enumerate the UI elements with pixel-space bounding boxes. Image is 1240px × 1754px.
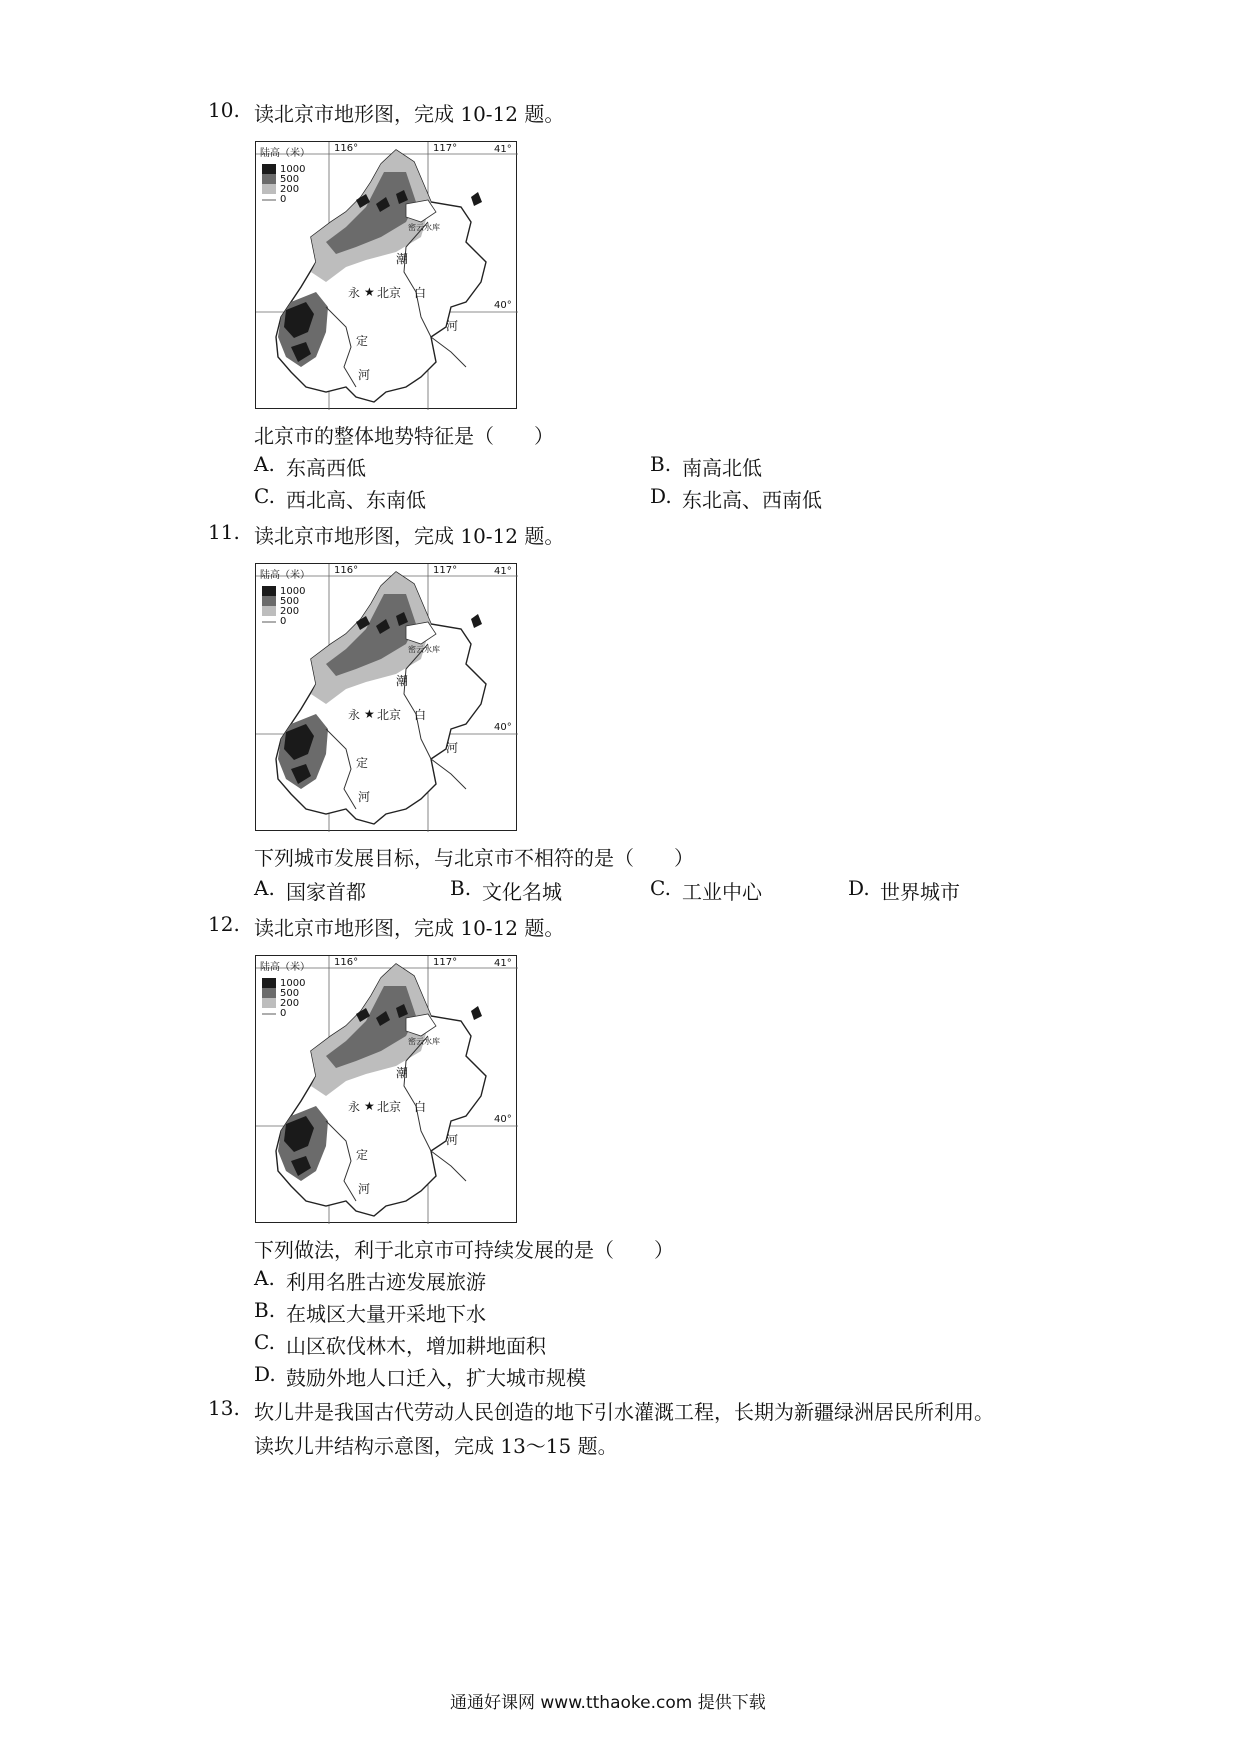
question-11-stem: 下列城市发展目标，与北京市不相符的是（ ） [254,846,694,870]
city-label: 北京 [377,286,402,300]
legend-500: 500 [280,988,300,999]
lon-117: 117° [433,565,458,576]
q10-option-c: 西北高、东南低 [286,488,426,512]
question-12-stem: 下列做法，利于北京市可持续发展的是（ ） [254,1238,674,1262]
river-char-chao: 潮 [396,1066,409,1080]
question-13-intro-line2: 读坎儿井结构示意图，完成 13～15 题。 [254,1434,618,1458]
river-char-bai: 白 [414,286,427,300]
map-legend-title: 陆高（米） [260,570,310,581]
question-12-intro: 读北京市地形图，完成 10-12 题。 [254,916,565,940]
q10-option-b-letter: B. [650,452,672,476]
lat-40: 40° [494,722,512,733]
lat-41: 41° [494,958,512,969]
river-char-yong: 永 [348,286,361,300]
q11-option-d-letter: D. [848,876,870,900]
city-label: 北京 [377,708,402,722]
q10-option-d: 东北高、西南低 [682,488,822,512]
q12-option-a-letter: A. [254,1266,275,1290]
river-char-bai: 白 [414,1100,427,1114]
river-char-ding: 定 [356,1148,369,1162]
river-char-he2: 河 [446,1133,459,1147]
q10-option-a: 东高西低 [286,456,366,480]
q10-option-a-letter: A. [254,452,275,476]
city-label: 北京 [377,1100,402,1114]
legend-500: 500 [280,174,300,185]
legend-0: 0 [280,194,287,205]
river-char-ding: 定 [356,756,369,770]
question-10-stem: 北京市的整体地势特征是（ ） [254,424,554,448]
river-char-yong: 永 [348,1100,361,1114]
svg-text:★: ★ [364,285,375,299]
beijing-terrain-map [255,141,517,409]
q11-option-d: 世界城市 [880,880,960,904]
river-char-bai: 白 [414,708,427,722]
q11-option-c-letter: C. [650,876,671,900]
question-10-intro: 读北京市地形图，完成 10-12 题。 [254,102,565,126]
river-char-ding: 定 [356,334,369,348]
question-13-number: 13. [208,1396,240,1420]
question-13-intro-line1: 坎儿井是我国古代劳动人民创造的地下引水灌溉工程，长期为新疆绿洲居民所利用。 [254,1400,994,1424]
question-11-number: 11. [208,520,240,544]
question-11-intro: 读北京市地形图，完成 10-12 题。 [254,524,565,548]
q12-option-c: 山区砍伐林木，增加耕地面积 [286,1334,546,1358]
river-char-he: 河 [358,1182,371,1196]
lon-117: 117° [433,143,458,154]
river-char-he: 河 [358,368,371,382]
reservoir-label: 密云水库 [408,645,440,654]
q12-option-d: 鼓励外地人口迁入，扩大城市规模 [286,1366,586,1390]
legend-1000: 1000 [280,586,306,597]
lat-41: 41° [494,144,512,155]
map-legend-title: 陆高（米） [260,962,310,973]
q12-option-b-letter: B. [254,1298,276,1322]
lon-117: 117° [433,957,458,968]
river-char-he2: 河 [446,741,459,755]
legend-1000: 1000 [280,164,306,175]
beijing-terrain-map-2 [255,563,517,831]
river-char-yong: 永 [348,708,361,722]
reservoir-label: 密云水库 [408,1037,440,1046]
footer-watermark: 通通好课网 www.tthaoke.com 提供下载 [450,1693,766,1713]
q12-option-a: 利用名胜古迹发展旅游 [286,1270,486,1294]
legend-500: 500 [280,596,300,607]
legend-200: 200 [280,998,300,1009]
q10-option-b: 南高北低 [682,456,762,480]
lon-116: 116° [334,143,359,154]
q11-option-b: 文化名城 [482,880,562,904]
river-char-he: 河 [358,790,371,804]
lat-41: 41° [494,566,512,577]
lat-40: 40° [494,1114,512,1125]
river-char-chao: 潮 [396,252,409,266]
question-10-number: 10. [208,98,240,122]
q12-option-c-letter: C. [254,1330,275,1354]
legend-0: 0 [280,616,287,627]
map-legend-title: 陆高（米） [260,148,310,159]
lon-116: 116° [334,957,359,968]
legend-1000: 1000 [280,978,306,989]
beijing-terrain-map-3 [255,955,517,1223]
q11-option-a: 国家首都 [286,880,366,904]
river-char-he2: 河 [446,319,459,333]
lon-116: 116° [334,565,359,576]
q10-option-d-letter: D. [650,484,672,508]
q11-option-a-letter: A. [254,876,275,900]
lat-40: 40° [494,300,512,311]
legend-200: 200 [280,184,300,195]
q10-option-c-letter: C. [254,484,275,508]
svg-text:★: ★ [364,1099,375,1113]
svg-text:★: ★ [364,707,375,721]
q12-option-b: 在城区大量开采地下水 [286,1302,486,1326]
legend-0: 0 [280,1008,287,1019]
question-12-number: 12. [208,912,240,936]
river-char-chao: 潮 [396,674,409,688]
legend-200: 200 [280,606,300,617]
reservoir-label: 密云水库 [408,223,440,232]
q12-option-d-letter: D. [254,1362,276,1386]
q11-option-c: 工业中心 [682,880,762,904]
q11-option-b-letter: B. [450,876,472,900]
